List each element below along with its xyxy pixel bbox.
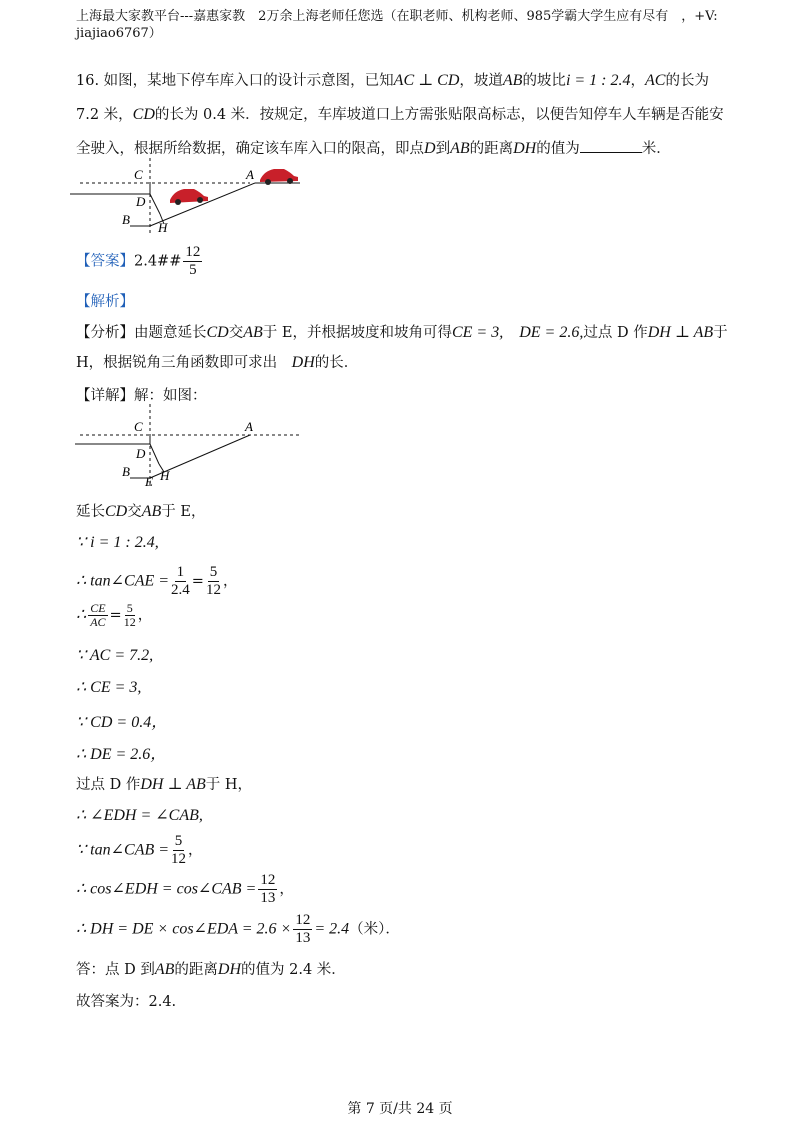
math-ab: AB: [154, 961, 175, 978]
label-d: D: [136, 446, 146, 461]
equals-sign: =: [109, 607, 122, 624]
step-text: 的值为 2.4 米．: [241, 962, 346, 978]
step-8: ∴ DE = 2.6，: [76, 746, 167, 763]
step-9: [76, 773, 252, 794]
step-7: ∵ CD = 0.4，: [76, 714, 168, 731]
analysis-tag: 【解析】: [76, 294, 134, 310]
fraction: [293, 912, 312, 947]
step-2: ∵ i = 1 : 2.4,: [76, 534, 159, 551]
step-4: [76, 602, 152, 629]
label-a: A: [245, 419, 253, 434]
label-a: A: [246, 167, 254, 182]
question-text: ，: [630, 73, 646, 89]
fraction: [171, 833, 186, 868]
analysis-text: 于 E，并根据坡度和坡角可得: [262, 325, 452, 341]
math-dh: DH: [513, 140, 537, 157]
fraction-numerator: 5: [126, 601, 133, 615]
answer-fraction: [183, 244, 202, 279]
step-6: ∴ CE = 3,: [76, 679, 142, 696]
question-text: 的长为 0.4 米．按规定，车库坡道口上方需张贴限高标志，以便告知停车人车辆是否能安全驶入，根据所给数据，确定该车库入口的限高，即点: [76, 107, 724, 157]
fenxi-tag: 【分析】: [76, 325, 134, 341]
step-math: ∴: [76, 606, 87, 624]
page-footer: 第 7 页/共 24 页: [347, 1101, 453, 1117]
fraction-denominator: 12: [205, 582, 221, 598]
math-ab: AB: [243, 324, 263, 341]
fraction: [171, 564, 190, 599]
step-math: ∴ cos∠EDH = cos∠CAB =: [76, 880, 257, 898]
label-b: B: [122, 464, 130, 479]
answer-blank: [580, 138, 642, 153]
question-16: [76, 64, 736, 166]
label-b: B: [122, 212, 130, 227]
step-math: = 2.4: [314, 920, 350, 938]
analysis-text: 于: [713, 325, 728, 341]
math-ac-perp-cd: AC ⊥ CD: [393, 72, 460, 89]
question-text: 的距离: [469, 141, 514, 157]
fraction-denominator: 13: [295, 930, 311, 946]
math-slope-ratio: i = 1 : 2.4: [565, 72, 631, 89]
math-d: D: [424, 140, 436, 157]
page-header: 上海最大家教平台---嘉惠家教 2万余上海老师任您选（在职老师、机构老师、985学霸大学生应有尽有 ，+V: jiajiao6767）: [76, 9, 718, 41]
question-number: 16.: [76, 73, 100, 89]
fraction-denominator: 12: [171, 851, 187, 867]
fraction-denominator: 12: [123, 615, 136, 629]
question-text: 的值为: [536, 141, 580, 157]
question-text: 米．: [641, 141, 671, 157]
fraction-numerator: CE: [90, 601, 106, 615]
label-h: H: [158, 220, 168, 235]
step-text: 于 E，: [161, 504, 206, 520]
step-15: 故答案为：2.4.: [76, 994, 177, 1010]
math-dh-perp-ab: DH ⊥ AB: [140, 776, 206, 793]
figure-1-diagram: [70, 156, 310, 236]
analysis-text: 交: [228, 325, 244, 341]
analysis-text: 由题意延长: [134, 325, 207, 341]
fraction: [88, 602, 107, 629]
analysis-text: H，根据锐角三角函数即可求出: [76, 355, 278, 371]
answer-line: [76, 244, 204, 279]
math-dh-perp-ab: DH ⊥ AB: [647, 324, 714, 341]
step-text: 过点 D 作: [76, 777, 141, 793]
step-3: [76, 564, 237, 599]
step-13: [76, 912, 400, 947]
step-text: 交: [127, 504, 142, 520]
step-14: [76, 958, 346, 979]
math-cd: CD: [132, 106, 155, 123]
fraction-denominator: 2.4: [171, 582, 190, 598]
step-text: ，: [279, 881, 294, 898]
math-ab: AB: [450, 140, 470, 157]
answer-tag: 【答案】: [76, 253, 134, 270]
fraction-denominator: AC: [90, 615, 106, 629]
fraction-numerator: 12: [260, 872, 276, 888]
step-text: 延长: [76, 504, 105, 520]
step-1: [76, 500, 205, 521]
math-ce-de: CE = 3, DE = 2.6,: [451, 324, 584, 341]
step-10: ∴ ∠EDH = ∠CAB,: [76, 807, 203, 824]
fraction-denominator: 13: [260, 890, 276, 906]
question-text: ，坡道: [459, 73, 503, 89]
math-cd: CD: [105, 503, 128, 520]
detail-text: 解：如图：: [134, 388, 207, 404]
step-text: 于 H，: [205, 777, 253, 793]
question-text: 到: [435, 141, 451, 157]
step-text: ，: [222, 573, 238, 590]
fraction-numerator: 5: [174, 833, 183, 849]
fraction-numerator: 12: [295, 912, 311, 928]
analysis-text: 的长．: [314, 355, 359, 371]
question-text: 如图，某地下停车库入口的设计示意图，已知: [103, 73, 394, 89]
step-text: 答：点 D 到: [76, 962, 155, 978]
math-ac: AC: [645, 72, 666, 89]
step-text: ，: [137, 607, 153, 624]
analysis-paragraph: [76, 318, 736, 378]
step-math: ∴ tan∠CAE =: [76, 572, 170, 590]
label-e: E: [145, 474, 153, 488]
fraction: [124, 602, 136, 629]
fraction: [258, 872, 277, 907]
step-math: ∵ tan∠CAB =: [76, 841, 170, 859]
step-text: ，: [188, 842, 203, 859]
math-cd: CD: [206, 324, 229, 341]
step-text: （米）．: [349, 921, 400, 938]
step-12: [76, 872, 294, 907]
fraction-numerator: 5: [209, 564, 218, 580]
question-text: 的坡比: [522, 73, 566, 89]
analysis-text: 过点 D 作: [583, 325, 648, 341]
question-text: 的长为 7.2 米，: [76, 73, 709, 123]
math-dh: DH: [217, 961, 241, 978]
car-icon: [170, 189, 208, 205]
math-dh: DH: [291, 354, 315, 371]
fraction-numerator: 12: [185, 244, 201, 260]
fraction-denominator: 5: [189, 262, 197, 278]
step-text: 的距离: [174, 962, 218, 978]
fraction: [206, 564, 221, 599]
label-c: C: [134, 167, 143, 182]
answer-value: 2.4##: [134, 253, 182, 270]
math-ab: AB: [141, 503, 162, 520]
label-h: H: [160, 468, 170, 483]
step-11: [76, 833, 203, 868]
detail-tag: 【详解】: [76, 388, 134, 404]
step-5: ∵ AC = 7.2,: [76, 647, 154, 664]
label-c: C: [134, 419, 143, 434]
equals-sign: =: [191, 573, 204, 590]
label-d: D: [136, 194, 146, 209]
fraction-numerator: 1: [176, 564, 185, 580]
math-ab: AB: [502, 72, 523, 89]
step-math: ∴ DH = DE × cos∠EDA = 2.6 ×: [76, 920, 292, 938]
figure-2-diagram: [70, 402, 310, 488]
